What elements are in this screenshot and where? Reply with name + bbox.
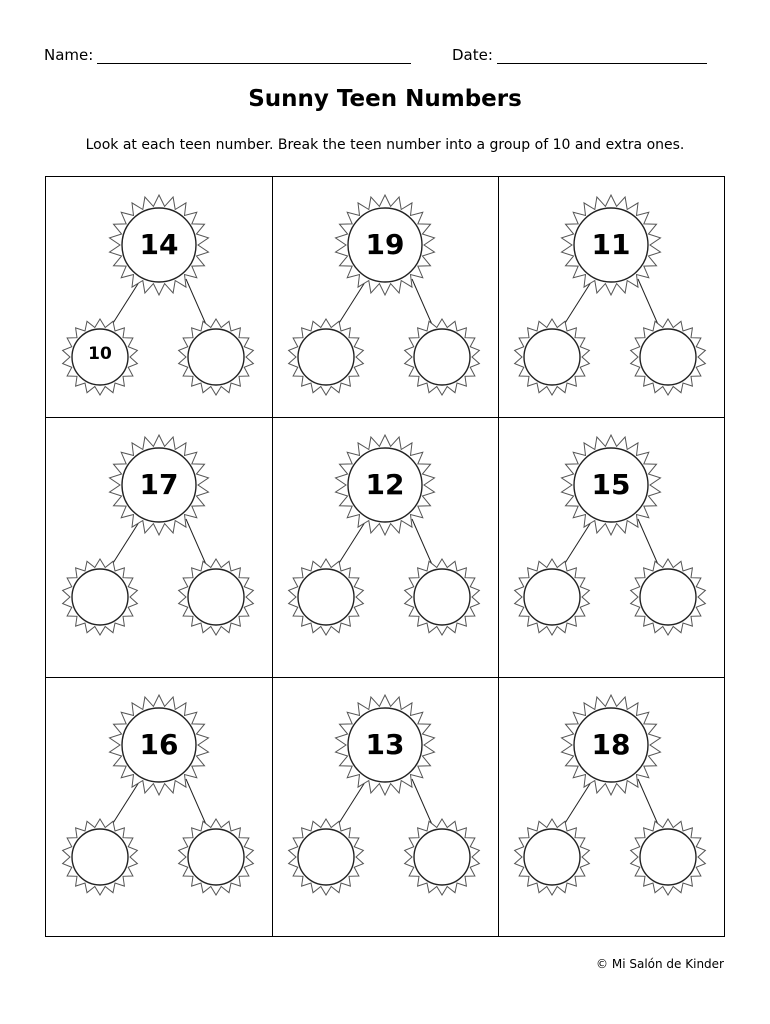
problem-grid <box>45 176 725 937</box>
sun-icon <box>405 819 480 895</box>
problem-cell <box>272 177 498 417</box>
sun-icon <box>405 559 480 635</box>
teen-number: 13 <box>365 728 405 761</box>
number-bond-diagram <box>272 177 498 417</box>
problem-cell <box>46 177 272 417</box>
connector-line <box>186 779 208 829</box>
problem-cell <box>498 177 724 417</box>
tens-answer[interactable]: 10 <box>88 344 112 364</box>
sun-icon <box>179 559 254 635</box>
connector-line <box>186 279 208 329</box>
name-line[interactable] <box>97 49 411 64</box>
connector-line <box>186 519 208 569</box>
number-bond-diagram <box>272 677 498 936</box>
connector-line <box>638 279 660 329</box>
number-bond-diagram <box>46 177 272 417</box>
sun-icon <box>63 559 138 635</box>
connector-line <box>638 779 660 829</box>
connector-line <box>412 779 434 829</box>
number-bond-diagram <box>498 177 724 417</box>
sun-icon <box>405 319 480 395</box>
problem-cell <box>272 677 498 936</box>
date-field[interactable] <box>452 46 707 64</box>
number-bond-diagram <box>46 677 272 936</box>
page-title: Sunny Teen Numbers <box>248 86 522 112</box>
teen-number: 19 <box>365 228 405 261</box>
date-line[interactable] <box>497 49 707 64</box>
problem-cell <box>272 417 498 677</box>
sun-icon <box>515 819 590 895</box>
number-bond-diagram <box>272 417 498 677</box>
sun-icon <box>289 559 364 635</box>
connector-line <box>412 519 434 569</box>
sun-icon <box>631 819 706 895</box>
problem-cell <box>498 417 724 677</box>
instructions: Look at each teen number. Break the teen number into a group of 10 and extra ones. <box>85 137 685 153</box>
teen-number: 11 <box>591 228 631 261</box>
teen-number: 18 <box>591 728 631 761</box>
teen-number: 14 <box>139 228 179 261</box>
copyright-footer: © Mi Salón de Kinder <box>596 957 724 971</box>
number-bond-diagram <box>498 417 724 677</box>
sun-icon <box>179 819 254 895</box>
name-label: Name: <box>44 46 94 64</box>
sun-icon <box>631 319 706 395</box>
connector-line <box>638 519 660 569</box>
problem-cell <box>498 677 724 936</box>
sun-icon <box>179 319 254 395</box>
connector-line <box>412 279 434 329</box>
problem-cell <box>46 417 272 677</box>
number-bond-diagram <box>46 417 272 677</box>
teen-number: 12 <box>365 468 405 501</box>
header-row <box>44 46 726 68</box>
teen-number: 15 <box>591 468 631 501</box>
date-label: Date: <box>452 46 493 64</box>
number-bond-diagram <box>498 677 724 936</box>
problem-cell <box>46 677 272 936</box>
sun-icon <box>289 319 364 395</box>
sun-icon <box>515 319 590 395</box>
sun-icon <box>289 819 364 895</box>
sun-icon <box>631 559 706 635</box>
name-field[interactable] <box>44 46 411 64</box>
teen-number: 16 <box>139 728 179 761</box>
sun-icon <box>63 819 138 895</box>
teen-number: 17 <box>139 468 179 501</box>
sun-icon <box>515 559 590 635</box>
